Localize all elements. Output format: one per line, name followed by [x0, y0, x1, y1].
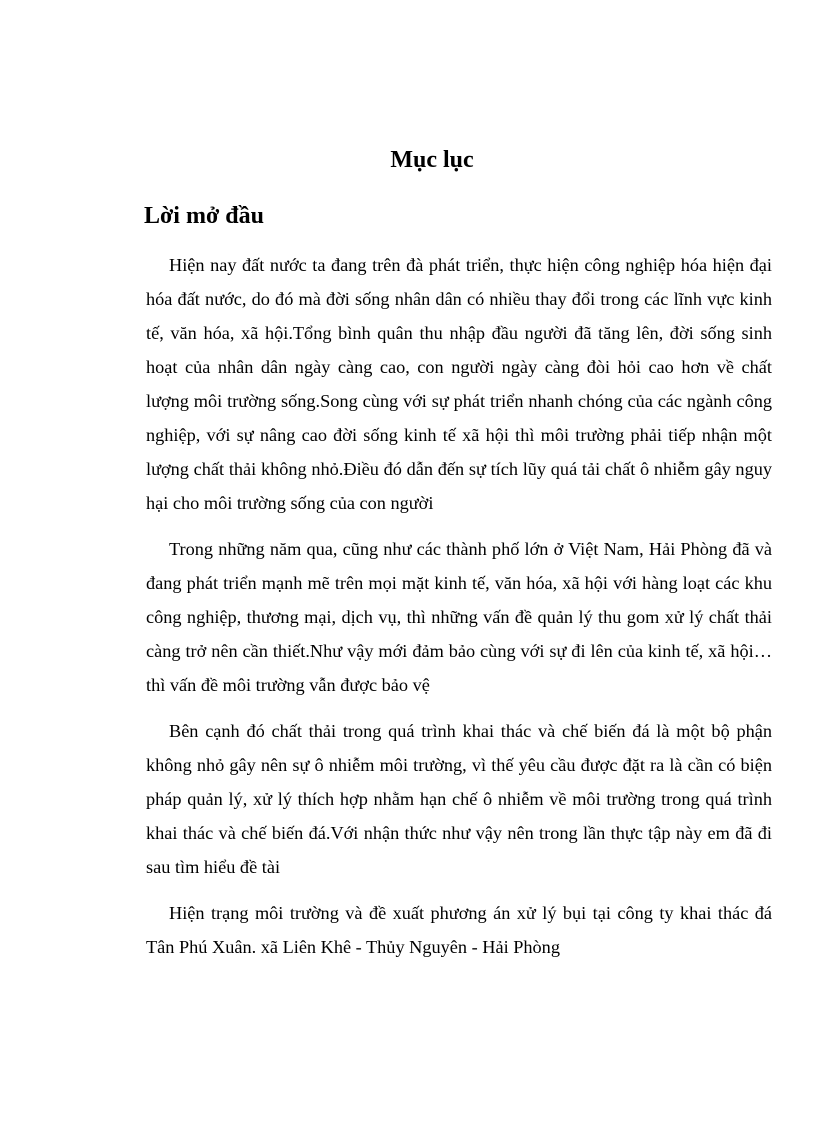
section-heading-introduction: Lời mở đầu — [144, 203, 264, 229]
paragraph-3: Bên cạnh đó chất thải trong quá trình khai thác và chế biến đá là một bộ phận không nhỏ gây nên sự ô nhiễm môi trường, vì thế yêu cầu được đặt ra là cần có biện pháp quản lý, xử lý thích hợp nhằm hạn chế ô nhiễm về môi trường trong quá trình khai thác và chế biến đá.Với nhận thức như vậy nên trong lần thực tập này em đã đi sau tìm hiểu đề tài — [146, 721, 772, 877]
body-text — [146, 248, 772, 976]
paragraph-4: Hiện trạng môi trường và đề xuất phương án xử lý bụi tại công ty khai thác đá Tân Phú Xuân. xã Liên Khê - Thủy Nguyên - Hải Phòng — [146, 903, 772, 957]
paragraph-1: Hiện nay đất nước ta đang trên đà phát triển, thực hiện công nghiệp hóa hiện đại hóa đất nước, do đó mà đời sống nhân dân có nhiều thay đổi trong các lĩnh vực kinh tế, văn hóa, xã hội.Tổng bình quân thu nhập đầu người đã tăng lên, đời sống sinh hoạt của nhân dân ngày càng cao, con người ngày càng đòi hỏi cao hơn về chất lượng môi trường sống.Song cùng với sự phát triển nhanh chóng của các ngành công nghiệp, với sự nâng cao đời sống kinh tế xã hội thì môi trường phải tiếp nhận một lượng chất thải không nhỏ.Điều đó dẫn đến sự tích lũy quá tải chất ô nhiễm gây nguy hại cho môi trường sống của con người — [146, 255, 772, 513]
paragraph-2: Trong những năm qua, cũng như các thành phố lớn ở Việt Nam, Hải Phòng đã và đang phát triển mạnh mẽ trên mọi mặt kinh tế, văn hóa, xã hội với hàng loạt các khu công nghiệp, thương mại, dịch vụ, thì những vấn đề quản lý thu gom xử lý chất thải càng trở nên cần thiết.Như vậy mới đảm bảo cùng với sự đi lên của kinh tế, xã hội… thì vấn đề môi trường vẫn được bảo vệ — [146, 539, 772, 695]
toc-title: Mục lục — [390, 147, 474, 173]
